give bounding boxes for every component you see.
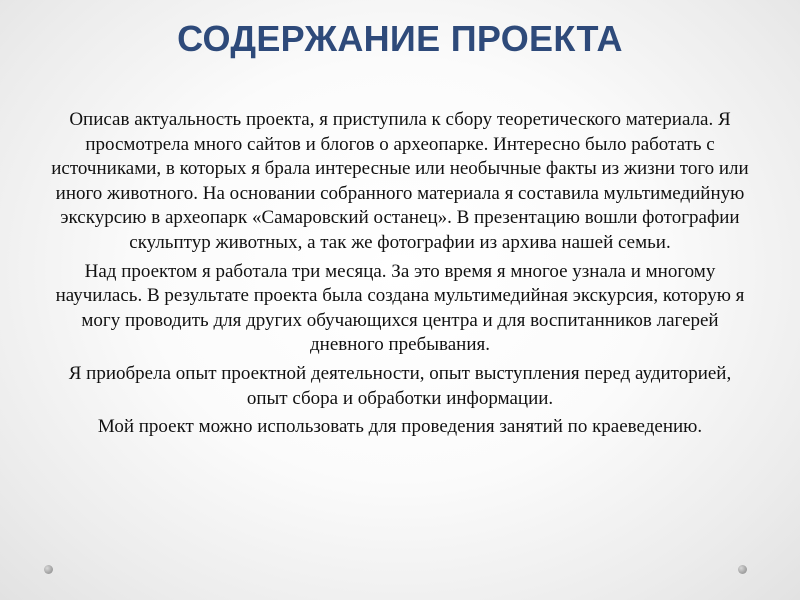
paragraph-research: Описав актуальность проекта, я приступила к сбору теоретического материала. Я просмотрела много сайтов и блогов о археопарке. Интересно было работать с источниками, в которых я брала интересные или необычные факты из жизни того или иного животного. На основании собранного материала я составила мультимедийную экскурсию в археопарк «Самаровский останец». В презентацию вошли фотографии скульптур животных, а так же фотографии из архива нашей семьи. — [51, 109, 749, 253]
paragraph-experience: Я приобрела опыт проектной деятельности, опыт выступления перед аудиторией, опыт сбора и обработки информации. — [68, 362, 732, 409]
paragraph-usage: Мой проект можно использовать для проведения занятий по краеведению. — [97, 416, 703, 438]
paragraph-duration: Над проектом я работала три месяца. За это время я многое узнала и многому научилась. В результате проекта была создана мультимедийная экскурсия, которую я могу проводить для других обучающихся центра и для воспитанников лагерей дневного пребывания. — [55, 260, 745, 356]
decorative-dot-right — [738, 565, 747, 574]
slide-body — [48, 108, 752, 444]
slide-title: СОДЕРЖАНИЕ ПРОЕКТА — [177, 18, 623, 59]
decorative-dot-left — [44, 565, 53, 574]
